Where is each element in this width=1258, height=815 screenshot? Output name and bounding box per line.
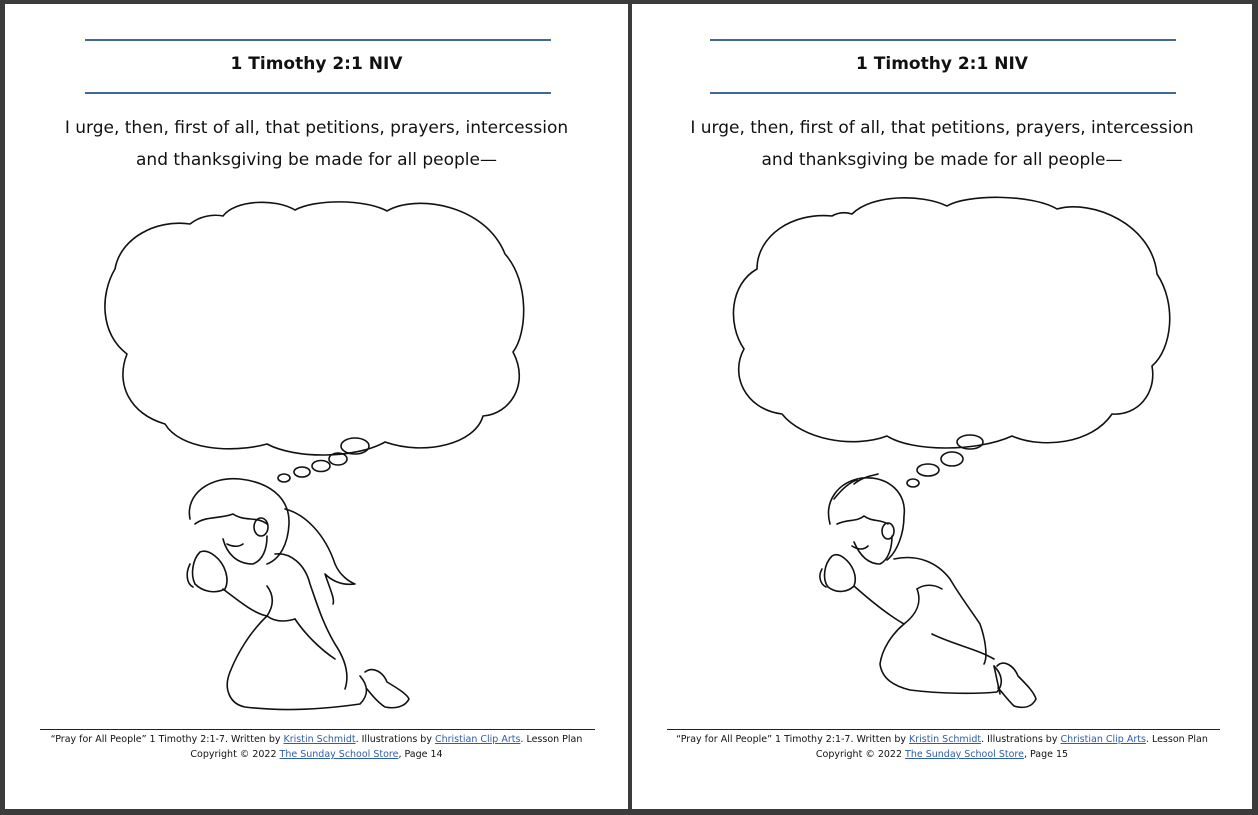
footer-line-2 xyxy=(632,747,1252,762)
page-number: , Page 15 xyxy=(1023,749,1069,760)
page-title: 1 Timothy 2:1 NIV xyxy=(856,54,1028,74)
author-link[interactable]: Kristin Schmidt xyxy=(909,734,982,745)
store-link[interactable]: The Sunday School Store xyxy=(279,749,399,760)
footer-credit-text: “Pray for All People” 1 Timothy 2:1-7. Written by xyxy=(676,734,910,745)
thought-cloud xyxy=(105,202,524,455)
worksheet-page-right xyxy=(632,4,1252,809)
footer-credit-text: “Pray for All People” 1 Timothy 2:1-7. Written by xyxy=(50,734,284,745)
footer-line-2 xyxy=(5,747,628,762)
verse-line-1: I urge, then, first of all, that petitions, prayers, intercession xyxy=(690,118,1194,138)
footer-rule xyxy=(40,729,595,730)
footer-lesson-plan-text: . Lesson Plan xyxy=(520,734,583,745)
thought-cloud xyxy=(733,197,1169,448)
page-title: 1 Timothy 2:1 NIV xyxy=(230,54,403,74)
footer-line-1 xyxy=(5,732,628,747)
footer-illustrations-text: . Illustrations by xyxy=(981,734,1061,745)
author-link[interactable]: Kristin Schmidt xyxy=(283,734,356,745)
verse-line-2: and thanksgiving be made for all people— xyxy=(136,150,497,170)
page-footer xyxy=(5,732,628,762)
store-link[interactable]: The Sunday School Store xyxy=(905,749,1024,760)
footer-line-1 xyxy=(632,732,1252,747)
footer-rule xyxy=(667,729,1220,730)
illustrator-link[interactable]: Christian Clip Arts xyxy=(1060,734,1146,745)
footer-lesson-plan-text: . Lesson Plan xyxy=(1145,734,1208,745)
praying-boy-illustration xyxy=(632,4,1252,724)
footer-copyright-text: Copyright © 2022 xyxy=(815,749,906,760)
page-number: , Page 14 xyxy=(398,749,443,760)
page-footer xyxy=(632,732,1252,762)
footer-illustrations-text: . Illustrations by xyxy=(355,734,435,745)
footer-copyright-text: Copyright © 2022 xyxy=(190,749,280,760)
worksheet-page-left xyxy=(5,4,628,809)
verse-line-1: I urge, then, first of all, that petitions, prayers, intercession xyxy=(64,118,569,138)
praying-girl-illustration xyxy=(5,4,628,724)
verse-line-2: and thanksgiving be made for all people— xyxy=(761,150,1123,170)
illustrator-link[interactable]: Christian Clip Arts xyxy=(434,734,521,745)
